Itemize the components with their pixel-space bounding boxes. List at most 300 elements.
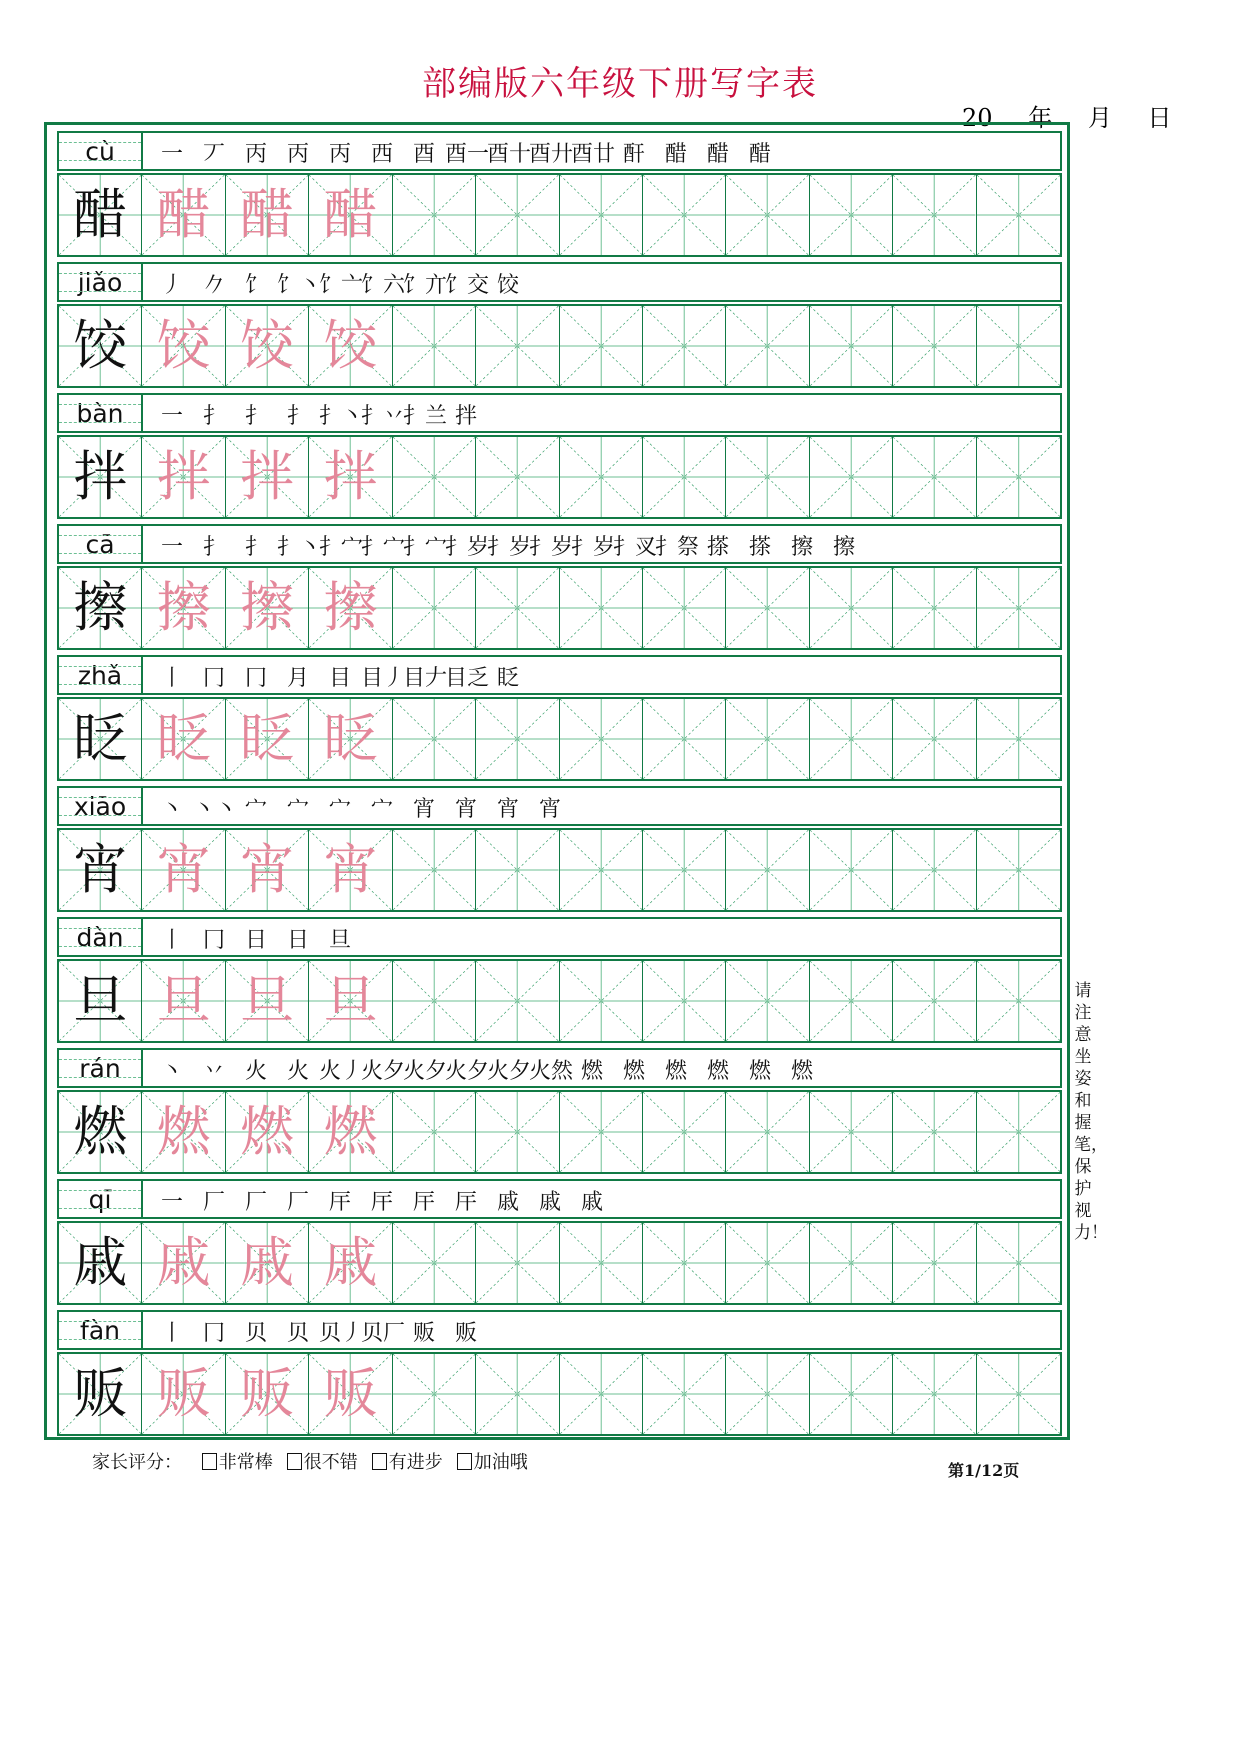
row-header bbox=[57, 393, 1062, 433]
mi-grid-guide bbox=[726, 568, 808, 648]
character-row bbox=[57, 1179, 1062, 1303]
trace-character: 醋 bbox=[240, 183, 295, 246]
character-row bbox=[57, 917, 1062, 1041]
stroke-step: 燃 bbox=[622, 1059, 645, 1084]
stroke-step: 火夕 bbox=[403, 1059, 448, 1084]
practice-cell[interactable] bbox=[560, 830, 643, 910]
stroke-order bbox=[151, 268, 529, 299]
mi-grid-guide bbox=[643, 306, 725, 386]
mi-grid-guide bbox=[726, 830, 808, 910]
practice-cell[interactable] bbox=[810, 961, 893, 1041]
practice-cell[interactable] bbox=[726, 830, 809, 910]
mi-grid-guide bbox=[977, 1092, 1060, 1172]
practice-cell[interactable] bbox=[643, 437, 726, 517]
stroke-step: 扌宀 bbox=[403, 535, 448, 560]
rating-option-label: 加油哦 bbox=[473, 1452, 528, 1473]
mi-grid-guide bbox=[726, 699, 808, 779]
stroke-step: 燃 bbox=[706, 1059, 729, 1084]
practice-cell[interactable] bbox=[560, 306, 643, 386]
rating-option-label: 很不错 bbox=[303, 1452, 358, 1473]
checkbox[interactable] bbox=[372, 1453, 387, 1470]
practice-cell[interactable] bbox=[810, 1354, 893, 1434]
mi-grid-guide bbox=[393, 306, 475, 386]
side-note: 请注意坐姿和握笔，保护视力！ bbox=[1074, 981, 1108, 1243]
trace-character: 戚 bbox=[240, 1231, 295, 1294]
practice-cell[interactable] bbox=[726, 437, 809, 517]
mi-grid-guide bbox=[560, 1092, 642, 1172]
stroke-step: 饣亠 bbox=[319, 273, 364, 298]
practice-cell[interactable] bbox=[726, 699, 809, 779]
mi-grid-guide bbox=[560, 437, 642, 517]
practice-cell bbox=[309, 437, 392, 517]
mi-grid-guide bbox=[643, 961, 725, 1041]
mi-grid-guide bbox=[476, 961, 558, 1041]
stroke-step: 酐 bbox=[622, 142, 645, 167]
stroke-step: 冂 bbox=[244, 666, 267, 691]
model-character: 拌 bbox=[73, 445, 128, 508]
stroke-step: 月 bbox=[286, 666, 309, 691]
stroke-step: 戚 bbox=[580, 1190, 603, 1215]
mi-grid-guide bbox=[393, 437, 475, 517]
practice-cell bbox=[59, 306, 142, 386]
practice-cell[interactable] bbox=[893, 437, 976, 517]
mi-grid-guide bbox=[977, 437, 1060, 517]
mi-grid-guide bbox=[893, 961, 975, 1041]
practice-cell[interactable] bbox=[560, 568, 643, 648]
mi-grid-guide bbox=[476, 1092, 558, 1172]
stroke-step: 冂 bbox=[202, 1321, 225, 1346]
practice-cell[interactable] bbox=[893, 830, 976, 910]
practice-grid bbox=[57, 173, 1062, 257]
mi-grid-guide bbox=[726, 175, 808, 255]
mi-grid-guide bbox=[476, 1354, 558, 1434]
pinyin: xiāo bbox=[59, 788, 143, 824]
date-year-prefix: 20 bbox=[962, 104, 993, 132]
trace-character: 宵 bbox=[240, 838, 295, 901]
mi-grid-guide bbox=[476, 1223, 558, 1303]
stroke-step: 醋 bbox=[664, 142, 687, 167]
practice-cell[interactable] bbox=[476, 1223, 559, 1303]
practice-cell bbox=[142, 1092, 225, 1172]
mi-grid-guide bbox=[560, 961, 642, 1041]
practice-cell bbox=[142, 699, 225, 779]
mi-grid-guide bbox=[643, 1223, 725, 1303]
practice-cell[interactable] bbox=[393, 175, 476, 255]
practice-cell bbox=[59, 699, 142, 779]
practice-cell[interactable] bbox=[977, 1223, 1060, 1303]
stroke-step: 扌 bbox=[244, 404, 267, 429]
practice-cell bbox=[142, 961, 225, 1041]
practice-cell[interactable] bbox=[893, 1354, 976, 1434]
stroke-step: 扌兰 bbox=[403, 404, 448, 429]
rating-option-label: 有进步 bbox=[388, 1452, 443, 1473]
model-character: 饺 bbox=[73, 314, 128, 377]
pinyin: dàn bbox=[59, 919, 143, 955]
parent-rating bbox=[92, 1448, 528, 1474]
mi-grid-guide bbox=[726, 306, 808, 386]
model-character: 燃 bbox=[73, 1100, 128, 1163]
stroke-step: 厈 bbox=[328, 1190, 351, 1215]
mi-grid-guide bbox=[977, 961, 1060, 1041]
practice-cell[interactable] bbox=[476, 1354, 559, 1434]
practice-grid bbox=[57, 1352, 1062, 1436]
practice-cell[interactable] bbox=[810, 830, 893, 910]
practice-cell[interactable] bbox=[810, 568, 893, 648]
stroke-step: 饣六 bbox=[361, 273, 406, 298]
rating-option[interactable] bbox=[372, 1452, 443, 1473]
mi-grid-guide bbox=[893, 1354, 975, 1434]
pinyin: bàn bbox=[59, 395, 143, 431]
stroke-step: 贩 bbox=[412, 1321, 435, 1346]
mi-grid-guide bbox=[560, 568, 642, 648]
date-day-label: 日 bbox=[1147, 104, 1172, 132]
practice-cell[interactable] bbox=[643, 699, 726, 779]
checkbox[interactable] bbox=[202, 1453, 217, 1470]
practice-cell[interactable] bbox=[560, 1092, 643, 1172]
row-header bbox=[57, 786, 1062, 826]
stroke-step: 扌丶 bbox=[277, 535, 322, 560]
page-number: 第1/12页 bbox=[948, 1461, 1020, 1480]
mi-grid-guide bbox=[393, 699, 475, 779]
row-header bbox=[57, 1310, 1062, 1350]
stroke-step: 日 bbox=[244, 928, 267, 953]
mi-grid-guide bbox=[643, 699, 725, 779]
practice-cell bbox=[59, 1223, 142, 1303]
trace-character: 贩 bbox=[323, 1362, 378, 1425]
mi-grid-guide bbox=[977, 1354, 1060, 1434]
practice-cell[interactable] bbox=[726, 961, 809, 1041]
practice-cell[interactable] bbox=[560, 1223, 643, 1303]
pinyin: cù bbox=[59, 133, 143, 169]
practice-grid bbox=[57, 959, 1062, 1043]
mi-grid-guide bbox=[476, 437, 558, 517]
stroke-step: 扌宀 bbox=[319, 535, 364, 560]
practice-cell[interactable] bbox=[393, 699, 476, 779]
practice-grid bbox=[57, 697, 1062, 781]
practice-cell[interactable] bbox=[393, 306, 476, 386]
stroke-step: 燃 bbox=[664, 1059, 687, 1084]
mi-grid-guide bbox=[560, 175, 642, 255]
practice-cell[interactable] bbox=[393, 568, 476, 648]
stroke-step: 扌 bbox=[244, 535, 267, 560]
model-character: 眨 bbox=[73, 707, 128, 770]
page-title: 部编版六年级下册写字表 bbox=[422, 64, 818, 104]
row-header bbox=[57, 524, 1062, 564]
stroke-step: 目乏 bbox=[445, 666, 490, 691]
practice-grid bbox=[57, 435, 1062, 519]
mi-grid-guide bbox=[977, 699, 1060, 779]
practice-cell[interactable] bbox=[893, 1223, 976, 1303]
practice-cell[interactable] bbox=[643, 306, 726, 386]
practice-cell[interactable] bbox=[560, 437, 643, 517]
mi-grid-guide bbox=[393, 1354, 475, 1434]
practice-cell[interactable] bbox=[476, 306, 559, 386]
trace-character: 贩 bbox=[240, 1362, 295, 1425]
practice-cell[interactable] bbox=[643, 1354, 726, 1434]
practice-cell[interactable] bbox=[810, 175, 893, 255]
mi-grid-guide bbox=[643, 1354, 725, 1434]
mi-grid-guide bbox=[893, 175, 975, 255]
stroke-step: 擦 bbox=[790, 535, 813, 560]
stroke-step: 宀 bbox=[370, 797, 393, 822]
stroke-step: 饣交 bbox=[445, 273, 490, 298]
trace-character: 戚 bbox=[323, 1231, 378, 1294]
row-header bbox=[57, 262, 1062, 302]
stroke-step: 戚 bbox=[496, 1190, 519, 1215]
practice-cell[interactable] bbox=[393, 1092, 476, 1172]
character-row bbox=[57, 655, 1062, 779]
mi-grid-guide bbox=[476, 568, 558, 648]
practice-cell[interactable] bbox=[977, 699, 1060, 779]
practice-cell bbox=[309, 830, 392, 910]
date-year-label: 年 bbox=[1028, 104, 1053, 132]
practice-cell[interactable] bbox=[893, 306, 976, 386]
practice-grid bbox=[57, 828, 1062, 912]
practice-cell[interactable] bbox=[726, 306, 809, 386]
trace-character: 戚 bbox=[156, 1231, 211, 1294]
checkbox[interactable] bbox=[457, 1453, 472, 1470]
practice-cell[interactable] bbox=[726, 1223, 809, 1303]
character-row bbox=[57, 1048, 1062, 1172]
practice-cell[interactable] bbox=[726, 568, 809, 648]
trace-character: 燃 bbox=[323, 1100, 378, 1163]
practice-cell[interactable] bbox=[810, 1092, 893, 1172]
stroke-step: 饣丶 bbox=[277, 273, 322, 298]
practice-cell[interactable] bbox=[560, 1354, 643, 1434]
practice-cell[interactable] bbox=[476, 830, 559, 910]
trace-character: 眨 bbox=[156, 707, 211, 770]
practice-cell bbox=[59, 175, 142, 255]
practice-cell bbox=[226, 1354, 309, 1434]
practice-cell[interactable] bbox=[560, 175, 643, 255]
trace-character: 旦 bbox=[240, 969, 295, 1032]
stroke-step: 燃 bbox=[580, 1059, 603, 1084]
stroke-step: 一 bbox=[160, 142, 183, 167]
practice-cell[interactable] bbox=[560, 961, 643, 1041]
stroke-step: 扌岁 bbox=[487, 535, 532, 560]
practice-cell bbox=[142, 437, 225, 517]
practice-cell[interactable] bbox=[476, 961, 559, 1041]
rating-label: 家长评分： bbox=[92, 1452, 182, 1473]
practice-cell bbox=[309, 568, 392, 648]
mi-grid-guide bbox=[726, 1354, 808, 1434]
trace-character: 醋 bbox=[156, 183, 211, 246]
practice-cell[interactable] bbox=[977, 830, 1060, 910]
pinyin: cā bbox=[59, 526, 143, 562]
practice-cell[interactable] bbox=[476, 568, 559, 648]
pinyin: qī bbox=[59, 1181, 143, 1217]
practice-cell[interactable] bbox=[476, 175, 559, 255]
stroke-step: 宀 bbox=[328, 797, 351, 822]
trace-character: 拌 bbox=[156, 445, 211, 508]
date-month-label: 月 bbox=[1087, 104, 1112, 132]
practice-cell[interactable] bbox=[893, 961, 976, 1041]
practice-cell[interactable] bbox=[476, 437, 559, 517]
practice-cell[interactable] bbox=[810, 699, 893, 779]
stroke-step: 火夕 bbox=[445, 1059, 490, 1084]
stroke-step: 宵 bbox=[454, 797, 477, 822]
practice-cell[interactable] bbox=[643, 1223, 726, 1303]
practice-cell[interactable] bbox=[393, 961, 476, 1041]
practice-cell[interactable] bbox=[977, 961, 1060, 1041]
practice-grid bbox=[57, 1221, 1062, 1305]
mi-grid-guide bbox=[810, 306, 892, 386]
stroke-step: 目𠂇 bbox=[403, 666, 448, 691]
rating-option[interactable] bbox=[457, 1452, 528, 1473]
stroke-step: 丶 bbox=[160, 797, 183, 822]
practice-cell[interactable] bbox=[643, 830, 726, 910]
stroke-step: 扌岁 bbox=[445, 535, 490, 560]
practice-cell[interactable] bbox=[560, 699, 643, 779]
model-character: 擦 bbox=[73, 576, 128, 639]
stroke-order bbox=[151, 1316, 487, 1347]
mi-grid-guide bbox=[893, 568, 975, 648]
mi-grid-guide bbox=[810, 175, 892, 255]
stroke-step: 丆 bbox=[202, 142, 225, 167]
mi-grid-guide bbox=[643, 830, 725, 910]
practice-cell[interactable] bbox=[893, 568, 976, 648]
practice-cell bbox=[226, 1092, 309, 1172]
mi-grid-guide bbox=[726, 437, 808, 517]
practice-cell bbox=[226, 830, 309, 910]
character-row bbox=[57, 1310, 1062, 1434]
practice-cell[interactable] bbox=[893, 699, 976, 779]
stroke-step: 一 bbox=[160, 1190, 183, 1215]
practice-cell[interactable] bbox=[476, 1092, 559, 1172]
stroke-step: 火夕 bbox=[487, 1059, 532, 1084]
practice-cell[interactable] bbox=[643, 961, 726, 1041]
practice-cell[interactable] bbox=[893, 1092, 976, 1172]
mi-grid-guide bbox=[560, 699, 642, 779]
practice-cell[interactable] bbox=[393, 437, 476, 517]
model-character: 宵 bbox=[73, 838, 128, 901]
stroke-order bbox=[151, 1185, 613, 1216]
practice-cell[interactable] bbox=[726, 1092, 809, 1172]
practice-cell bbox=[59, 830, 142, 910]
stroke-step: 酉 bbox=[412, 142, 435, 167]
pinyin: rán bbox=[59, 1050, 143, 1086]
practice-cell[interactable] bbox=[726, 175, 809, 255]
trace-character: 拌 bbox=[240, 445, 295, 508]
rating-option[interactable] bbox=[287, 1452, 358, 1473]
trace-character: 燃 bbox=[240, 1100, 295, 1163]
stroke-step: 宵 bbox=[538, 797, 561, 822]
mi-grid-guide bbox=[810, 961, 892, 1041]
mi-grid-guide bbox=[643, 1092, 725, 1172]
row-header bbox=[57, 1048, 1062, 1088]
practice-cell bbox=[226, 306, 309, 386]
mi-grid-guide bbox=[393, 568, 475, 648]
practice-cell bbox=[59, 437, 142, 517]
stroke-step: 搽 bbox=[748, 535, 771, 560]
mi-grid-guide bbox=[560, 830, 642, 910]
stroke-step: 酉一 bbox=[445, 142, 490, 167]
stroke-step: 眨 bbox=[496, 666, 519, 691]
model-character: 贩 bbox=[73, 1362, 128, 1425]
mi-grid-guide bbox=[893, 306, 975, 386]
practice-cell[interactable] bbox=[977, 1354, 1060, 1434]
stroke-step: 旦 bbox=[328, 928, 351, 953]
rating-option[interactable] bbox=[202, 1452, 273, 1473]
mi-grid-guide bbox=[810, 1092, 892, 1172]
practice-cell[interactable] bbox=[810, 437, 893, 517]
stroke-step: 扌岁 bbox=[529, 535, 574, 560]
trace-character: 饺 bbox=[323, 314, 378, 377]
practice-cell[interactable] bbox=[393, 1354, 476, 1434]
mi-grid-guide bbox=[810, 437, 892, 517]
trace-character: 擦 bbox=[323, 576, 378, 639]
mi-grid-guide bbox=[810, 1223, 892, 1303]
pinyin: zhǎ bbox=[59, 657, 143, 693]
practice-cell[interactable] bbox=[977, 568, 1060, 648]
practice-cell bbox=[226, 437, 309, 517]
trace-character: 眨 bbox=[323, 707, 378, 770]
practice-cell bbox=[309, 1092, 392, 1172]
practice-cell[interactable] bbox=[726, 1354, 809, 1434]
practice-cell bbox=[142, 1354, 225, 1434]
practice-cell bbox=[309, 1354, 392, 1434]
practice-cell bbox=[226, 699, 309, 779]
model-character: 戚 bbox=[73, 1231, 128, 1294]
practice-cell[interactable] bbox=[810, 306, 893, 386]
stroke-step: 冂 bbox=[202, 928, 225, 953]
stroke-order bbox=[151, 792, 571, 823]
practice-cell[interactable] bbox=[977, 175, 1060, 255]
trace-character: 宵 bbox=[156, 838, 211, 901]
practice-cell bbox=[142, 568, 225, 648]
mi-grid-guide bbox=[977, 306, 1060, 386]
practice-cell bbox=[59, 961, 142, 1041]
stroke-step: 丙 bbox=[286, 142, 309, 167]
mi-grid-guide bbox=[977, 1223, 1060, 1303]
practice-cell[interactable] bbox=[393, 830, 476, 910]
stroke-order bbox=[151, 137, 781, 168]
mi-grid-guide bbox=[893, 1092, 975, 1172]
practice-cell[interactable] bbox=[643, 1092, 726, 1172]
practice-cell[interactable] bbox=[977, 1092, 1060, 1172]
checkbox[interactable] bbox=[287, 1453, 302, 1470]
mi-grid-guide bbox=[476, 830, 558, 910]
practice-cell[interactable] bbox=[977, 437, 1060, 517]
mi-grid-guide bbox=[560, 306, 642, 386]
practice-cell bbox=[309, 306, 392, 386]
practice-cell[interactable] bbox=[476, 699, 559, 779]
practice-cell bbox=[226, 1223, 309, 1303]
trace-character: 旦 bbox=[323, 969, 378, 1032]
mi-grid-guide bbox=[643, 568, 725, 648]
practice-cell[interactable] bbox=[393, 1223, 476, 1303]
mi-grid-guide bbox=[977, 175, 1060, 255]
stroke-order bbox=[151, 1054, 823, 1085]
practice-cell bbox=[142, 830, 225, 910]
stroke-step: 贝厂 bbox=[361, 1321, 406, 1346]
trace-character: 擦 bbox=[156, 576, 211, 639]
practice-cell[interactable] bbox=[977, 306, 1060, 386]
practice-cell[interactable] bbox=[643, 175, 726, 255]
stroke-step: 火丿 bbox=[319, 1059, 364, 1084]
stroke-order bbox=[151, 399, 487, 430]
stroke-step: 丨 bbox=[160, 666, 183, 691]
practice-cell bbox=[226, 175, 309, 255]
stroke-step: 厂 bbox=[244, 1190, 267, 1215]
stroke-step: 宵 bbox=[496, 797, 519, 822]
stroke-step: 饣 bbox=[244, 273, 267, 298]
practice-cell[interactable] bbox=[893, 175, 976, 255]
practice-cell[interactable] bbox=[810, 1223, 893, 1303]
practice-cell[interactable] bbox=[643, 568, 726, 648]
stroke-step: 饣亣 bbox=[403, 273, 448, 298]
practice-cell bbox=[59, 1354, 142, 1434]
